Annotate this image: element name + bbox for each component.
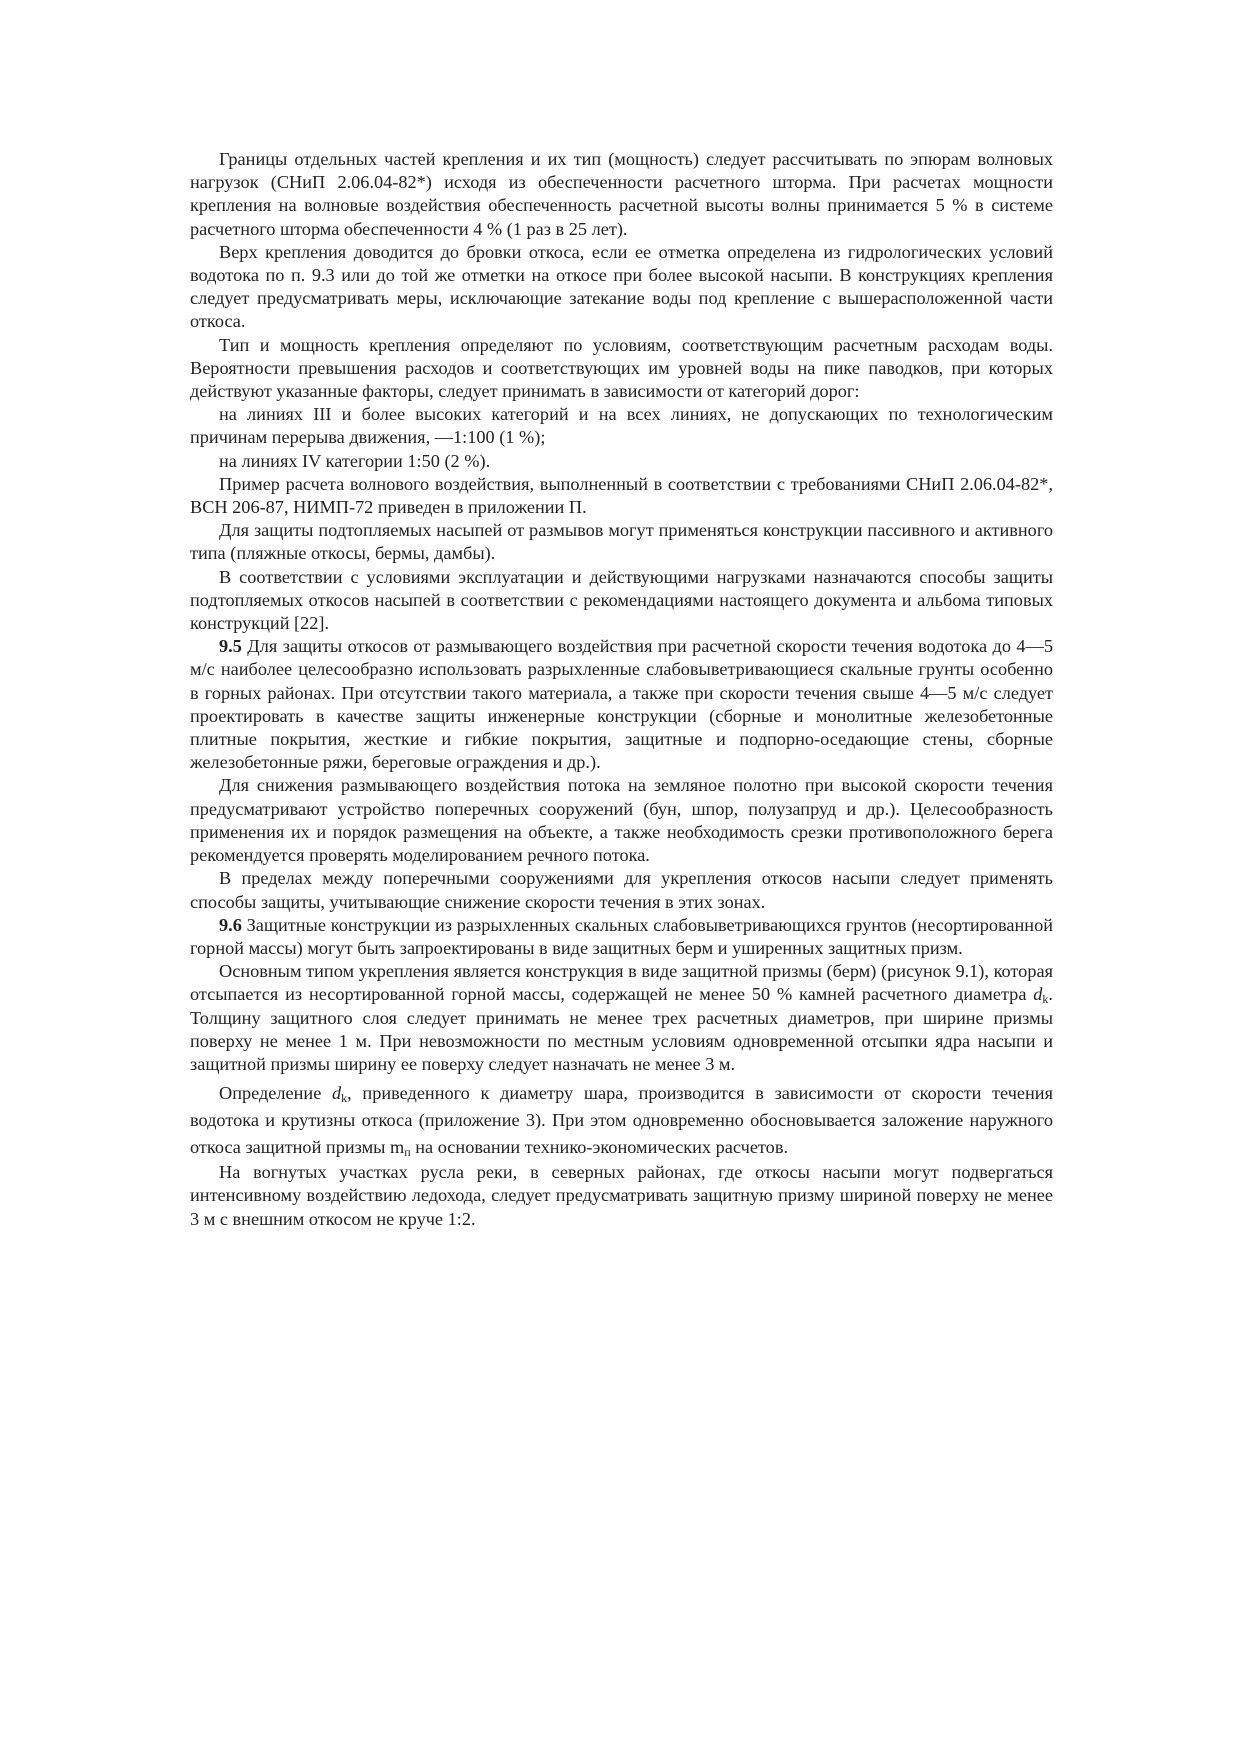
paragraph: Для защиты подтопляемых насыпей от размывов могут применяться конструкции пассивного и активного типа (пляжные откосы, бермы, дамбы). [190,520,1053,564]
section-number: 9.5 [219,636,242,657]
paragraph-text: Защитные конструкции из разрыхленных скальных слабовыветривающихся грунтов (несортированной горной массы) могут быть запроектированы в виде защитных берм и уширенных защитных призм. [190,914,1053,958]
paragraph-text: . Толщину защитного слоя следует принимать не менее трех расчетных диаметров, при ширине призмы поверху не менее 1 м. При невозможности по местным условиям одновременной отсыпки ядра насыпи и защитной призмы ширину ее поверху следует назначать не менее 3 м. [190,984,1053,1074]
paragraph: В соответствии с условиями эксплуатации и действующими нагрузками назначаются способы защиты подтопляемых откосов насыпей в соответствии с рекомендациями настоящего документа и альбома типовых конструкций [22]. [190,566,1053,634]
section-paragraph-9-6 [190,914,1053,960]
list-item: на линиях IV категории 1:50 (2 %). [219,450,491,471]
paragraph: Тип и мощность крепления определяют по условиям, соответствующим расчетным расходам воды. Вероятности превышения расходов и соответствующих им уровней воды на пике паводков, при которых действуют указанные факторы, следует принимать в зависимости от категорий дорог: [190,334,1053,402]
subscript: п [404,1145,411,1160]
paragraph: Верх крепления доводится до бровки откоса, если ее отметка определена из гидрологических условий водотока по п. 9.3 или до той же отметки на откосе при более высокой насыпи. В конструкциях крепления следует предусматривать меры, исключающие затекание воды под крепление с вышерасположенной части откоса. [190,241,1053,332]
section-number: 9.6 [219,914,242,935]
paragraph: Границы отдельных частей крепления и их тип (мощность) следует рассчитывать по эпюрам волновых нагрузок (СНиП 2.06.04-82*) исходя из обеспеченности расчетного шторма. При расчетах мощности крепления на волновые воздействия обеспеченность расчетной высоты волны принимается 5 % в системе расчетного шторма обеспеченности 4 % (1 раз в 25 лет). [190,149,1053,239]
variable-d: d [1033,984,1043,1005]
paragraph-text: Для защиты откосов от размывающего воздействия при расчетной скорости течения водотока до 4—5 м/с наиболее целесообразно использовать разрыхленные слабовыветривающиеся скальные грунты особенно в горных районах. При отсутствии такого материала, а также при скорости течения свыше 4—5 м/с следует проектировать в качестве защиты инженерные конструкции (сборные и монолитные железобетонные плитные покрытия, жесткие и гибкие покрытия, защитные и подпорно-оседающие стены, сборные железобетонные ряжи, береговые ограждения и др.). [190,636,1053,773]
subscript: k [341,1091,348,1106]
paragraph [190,1080,1053,1161]
paragraph: Для снижения размывающего воздействия потока на земляное полотно при высокой скорости течения предусматривают устройство поперечных сооружений (бун, шпор, полузапруд и др.). Целесообразность применения их и порядок размещения на объекте, а также необходимость срезки противоположного берега рекомендуется проверять моделированием речного потока. [190,775,1053,866]
paragraph [190,960,1053,1076]
paragraph: Пример расчета волнового воздействия, выполненный в соответствии с требованиями СНиП 2.06.04-82*, ВСН 206-87, НИМП-72 приведен в приложении П. [190,473,1053,518]
paragraph-text: , приведенного к диаметру шара, производится в зависимости от скорости течения водотока и крутизны откоса (приложение 3). При этом одновременно обосновывается заложение наружного откоса защитной призмы m [190,1083,1053,1158]
paragraph: В пределах между поперечными сооружениями для укрепления откосов насыпи следует применять способы защиты, учитывающие снижение скорости течения в этих зонах. [190,868,1053,912]
variable-d: d [332,1083,342,1104]
list-item: на линиях III и более высоких категорий и на всех линиях, не допускающих по технологическим причинам перерыва движения, —1:100 (1 %); [190,404,1053,448]
paragraph-text: на основании технико-экономических расчетов. [410,1137,789,1158]
paragraph: На вогнутых участках русла реки, в северных районах, где откосы насыпи могут подвергаться интенсивному воздействию ледохода, следует предусматривать защитную призму шириной поверху не менее 3 м с внешним откосом не круче 1:2. [190,1162,1053,1229]
paragraph-text: Основным типом укрепления является конструкция в виде защитной призмы (берм) (рисунок 9.1), которая отсыпается из несортированной горной массы, содержащей не менее 50 % камней расчетного диаметра [190,961,1053,1005]
document-page [190,148,1053,1231]
subscript: k [1042,992,1049,1007]
paragraph-text: Определение [219,1083,333,1104]
section-paragraph-9-5 [190,635,1053,774]
